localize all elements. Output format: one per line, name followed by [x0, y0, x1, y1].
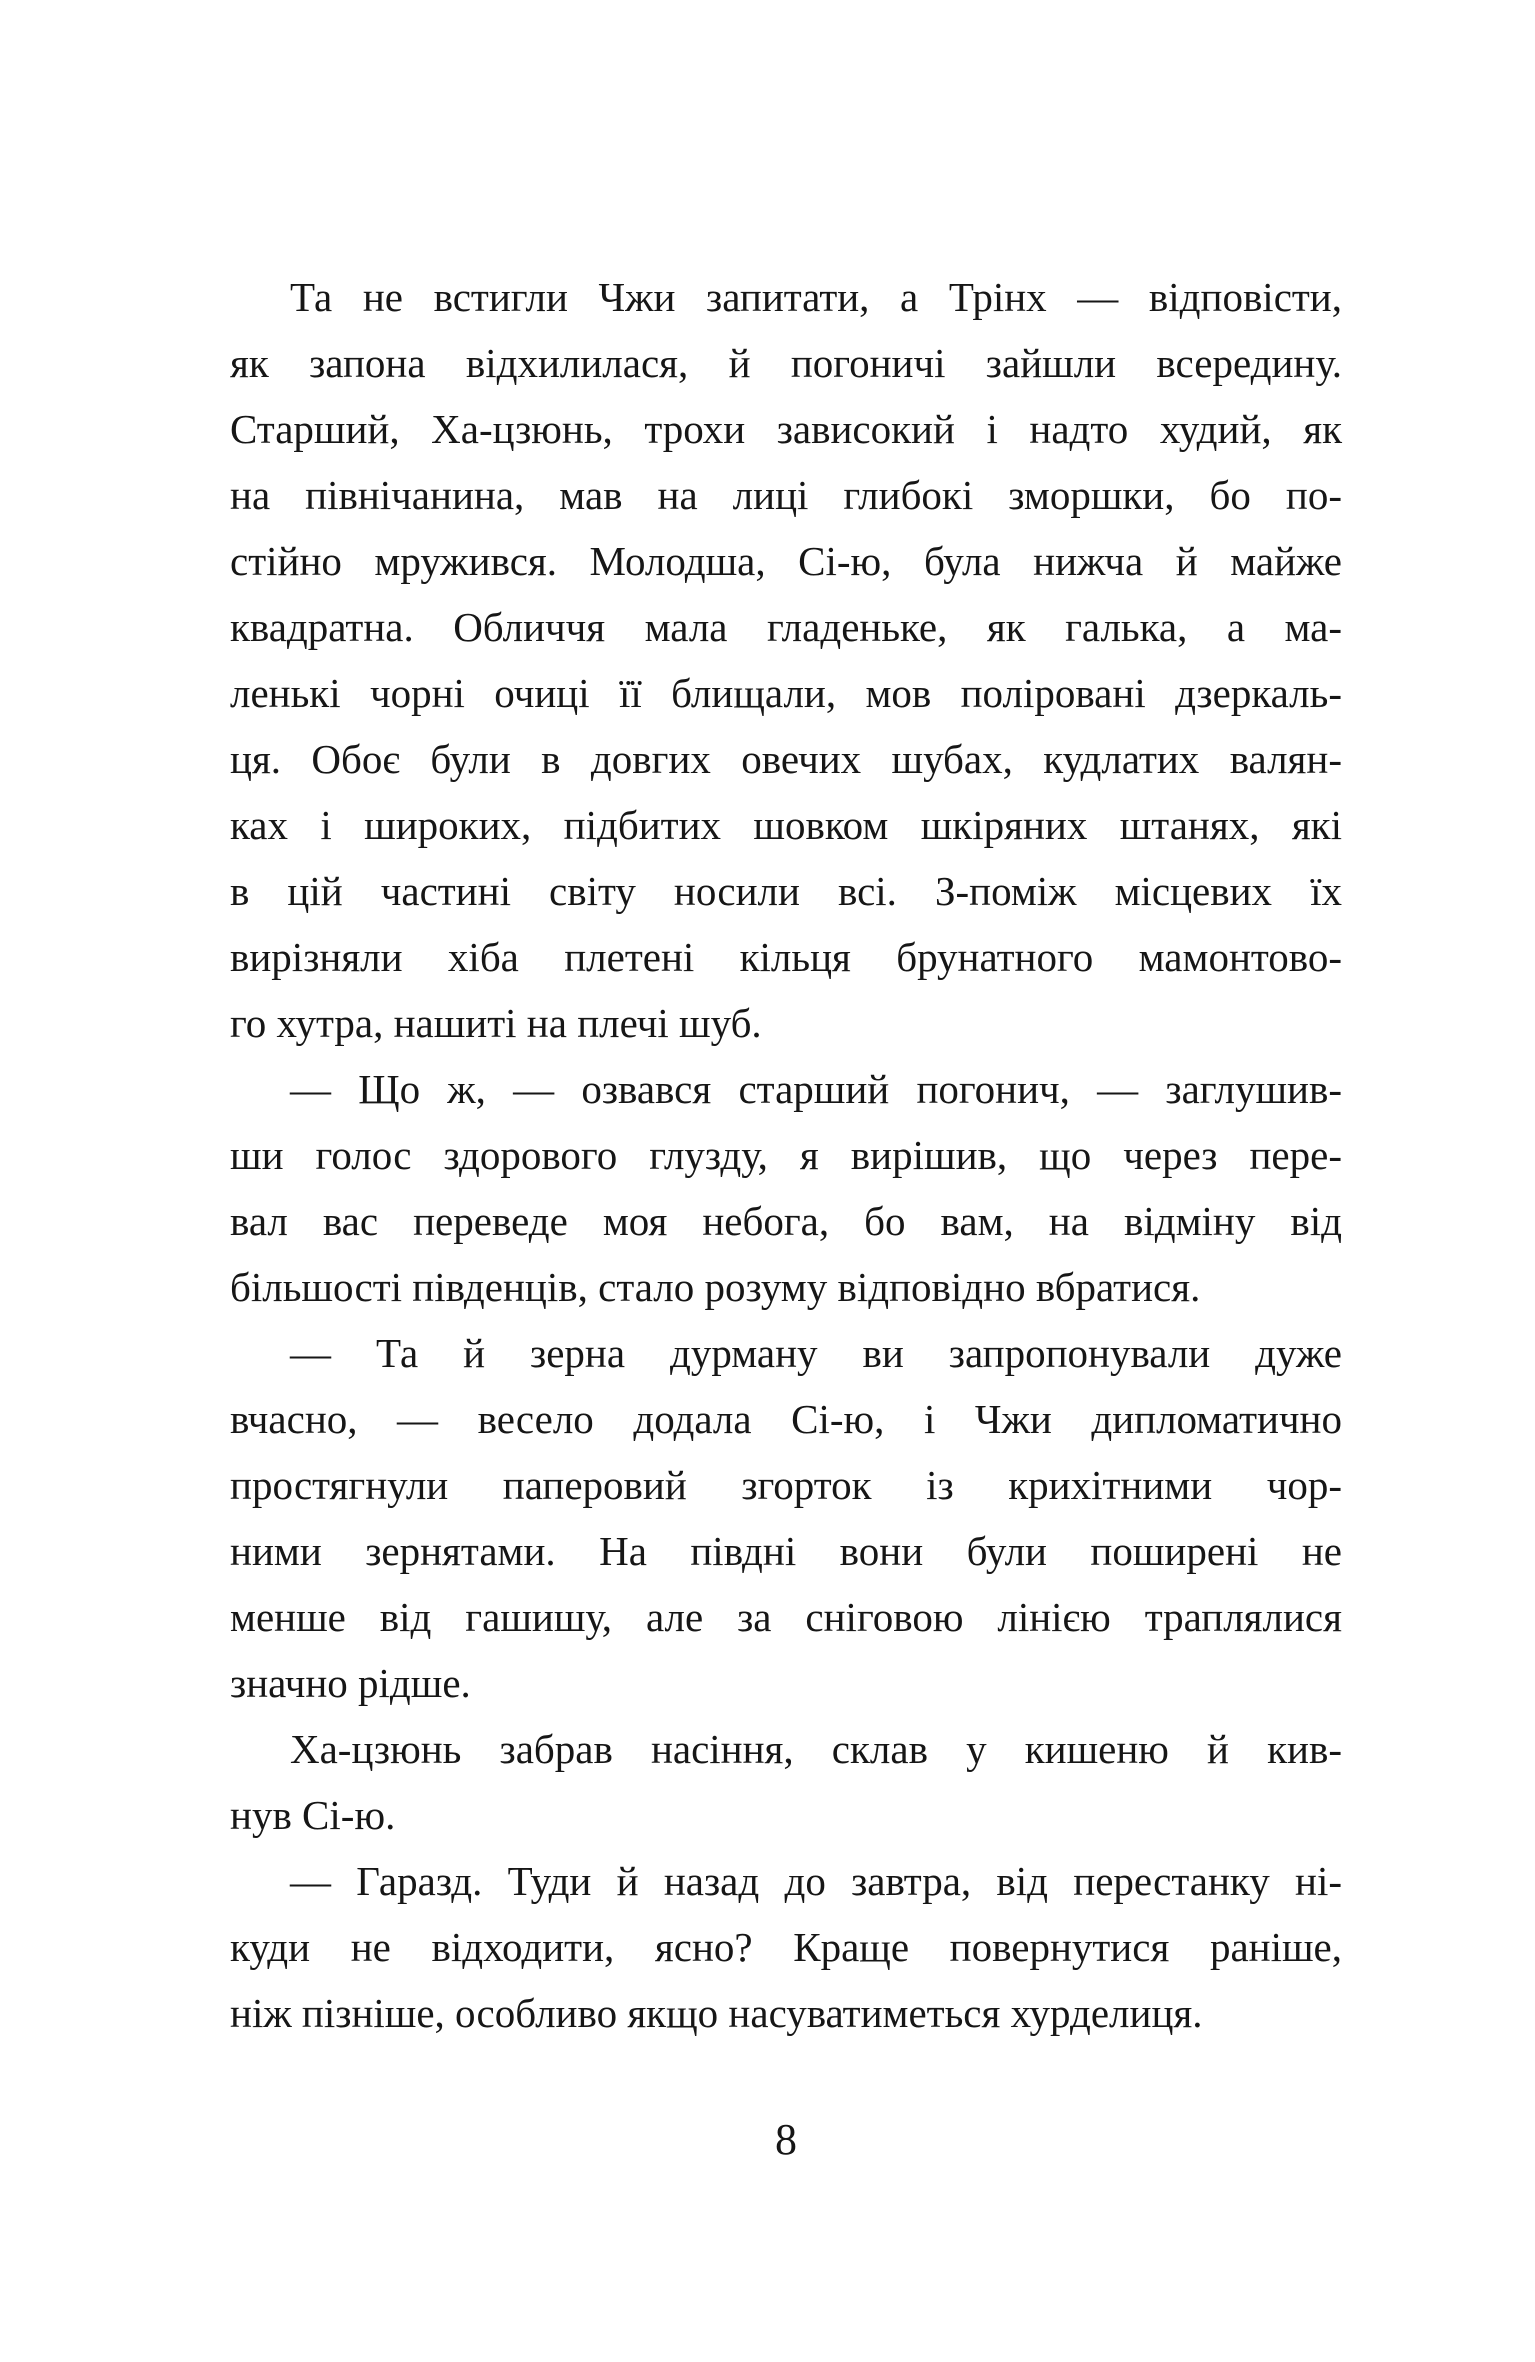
- text-line: — Що ж, — озвався старший погонич, — заглушив-: [290, 1066, 1342, 1112]
- text-line: вал вас переведе моя небога, бо вам, на відміну від: [230, 1198, 1342, 1244]
- text-line: вирізняли хіба плетені кільця брунатного мамонтово-: [230, 934, 1342, 980]
- text-line: ними зернятами. На півдні вони були поширені не: [230, 1528, 1342, 1574]
- page-number: 8: [775, 2115, 797, 2164]
- text-line: менше від гашишу, але за сніговою лінією траплялися: [230, 1594, 1342, 1640]
- text-line: Старший, Ха-цзюнь, трохи зависокий і надто худий, як: [230, 406, 1342, 452]
- text-line: Ха-цзюнь забрав насіння, склав у кишеню й кив-: [290, 1726, 1342, 1772]
- text-line: як запона відхилилася, й погоничі зайшли всередину.: [230, 340, 1342, 386]
- text-line: ніж пізніше, особливо якщо насуватиметься хурделиця.: [230, 1990, 1203, 2036]
- body-text: [230, 264, 1342, 2046]
- text-line: на північанина, мав на лиці глибокі зморшки, бо по-: [230, 472, 1342, 518]
- text-line: ця. Обоє були в довгих овечих шубах, кудлатих валян-: [230, 736, 1342, 782]
- text-line: ши голос здорового глузду, я вирішив, що через пере-: [230, 1132, 1342, 1178]
- text-line: стійно мружився. Молодша, Сі-ю, була нижча й майже: [230, 538, 1342, 584]
- text-line: нув Сі-ю.: [230, 1792, 396, 1838]
- text-line: в цій частині світу носили всі. З-поміж місцевих їх: [230, 868, 1342, 914]
- text-line: ленькі чорні очиці її блищали, мов поліровані дзеркаль-: [230, 670, 1342, 716]
- text-line: Та не встигли Чжи запитати, а Трінх — відповісти,: [290, 274, 1342, 320]
- text-line: куди не відходити, ясно? Краще повернутися раніше,: [230, 1924, 1342, 1970]
- text-line: простягнули паперовий згорток із крихітними чор-: [230, 1462, 1342, 1508]
- text-line: вчасно, — весело додала Сі-ю, і Чжи дипломатично: [230, 1396, 1342, 1442]
- text-line: — Гаразд. Туди й назад до завтра, від перестанку ні-: [290, 1858, 1342, 1904]
- text-line: го хутра, нашиті на плечі шуб.: [230, 1000, 762, 1046]
- text-line: — Та й зерна дурману ви запропонували дуже: [290, 1330, 1342, 1376]
- text-line: ках і широких, підбитих шовком шкіряних штанях, які: [230, 802, 1342, 848]
- text-line: значно рідше.: [230, 1660, 471, 1706]
- text-line: квадратна. Обличчя мала гладеньке, як галька, а ма-: [230, 604, 1342, 650]
- text-line: більшості південців, стало розуму відповідно вбратися.: [230, 1264, 1201, 1310]
